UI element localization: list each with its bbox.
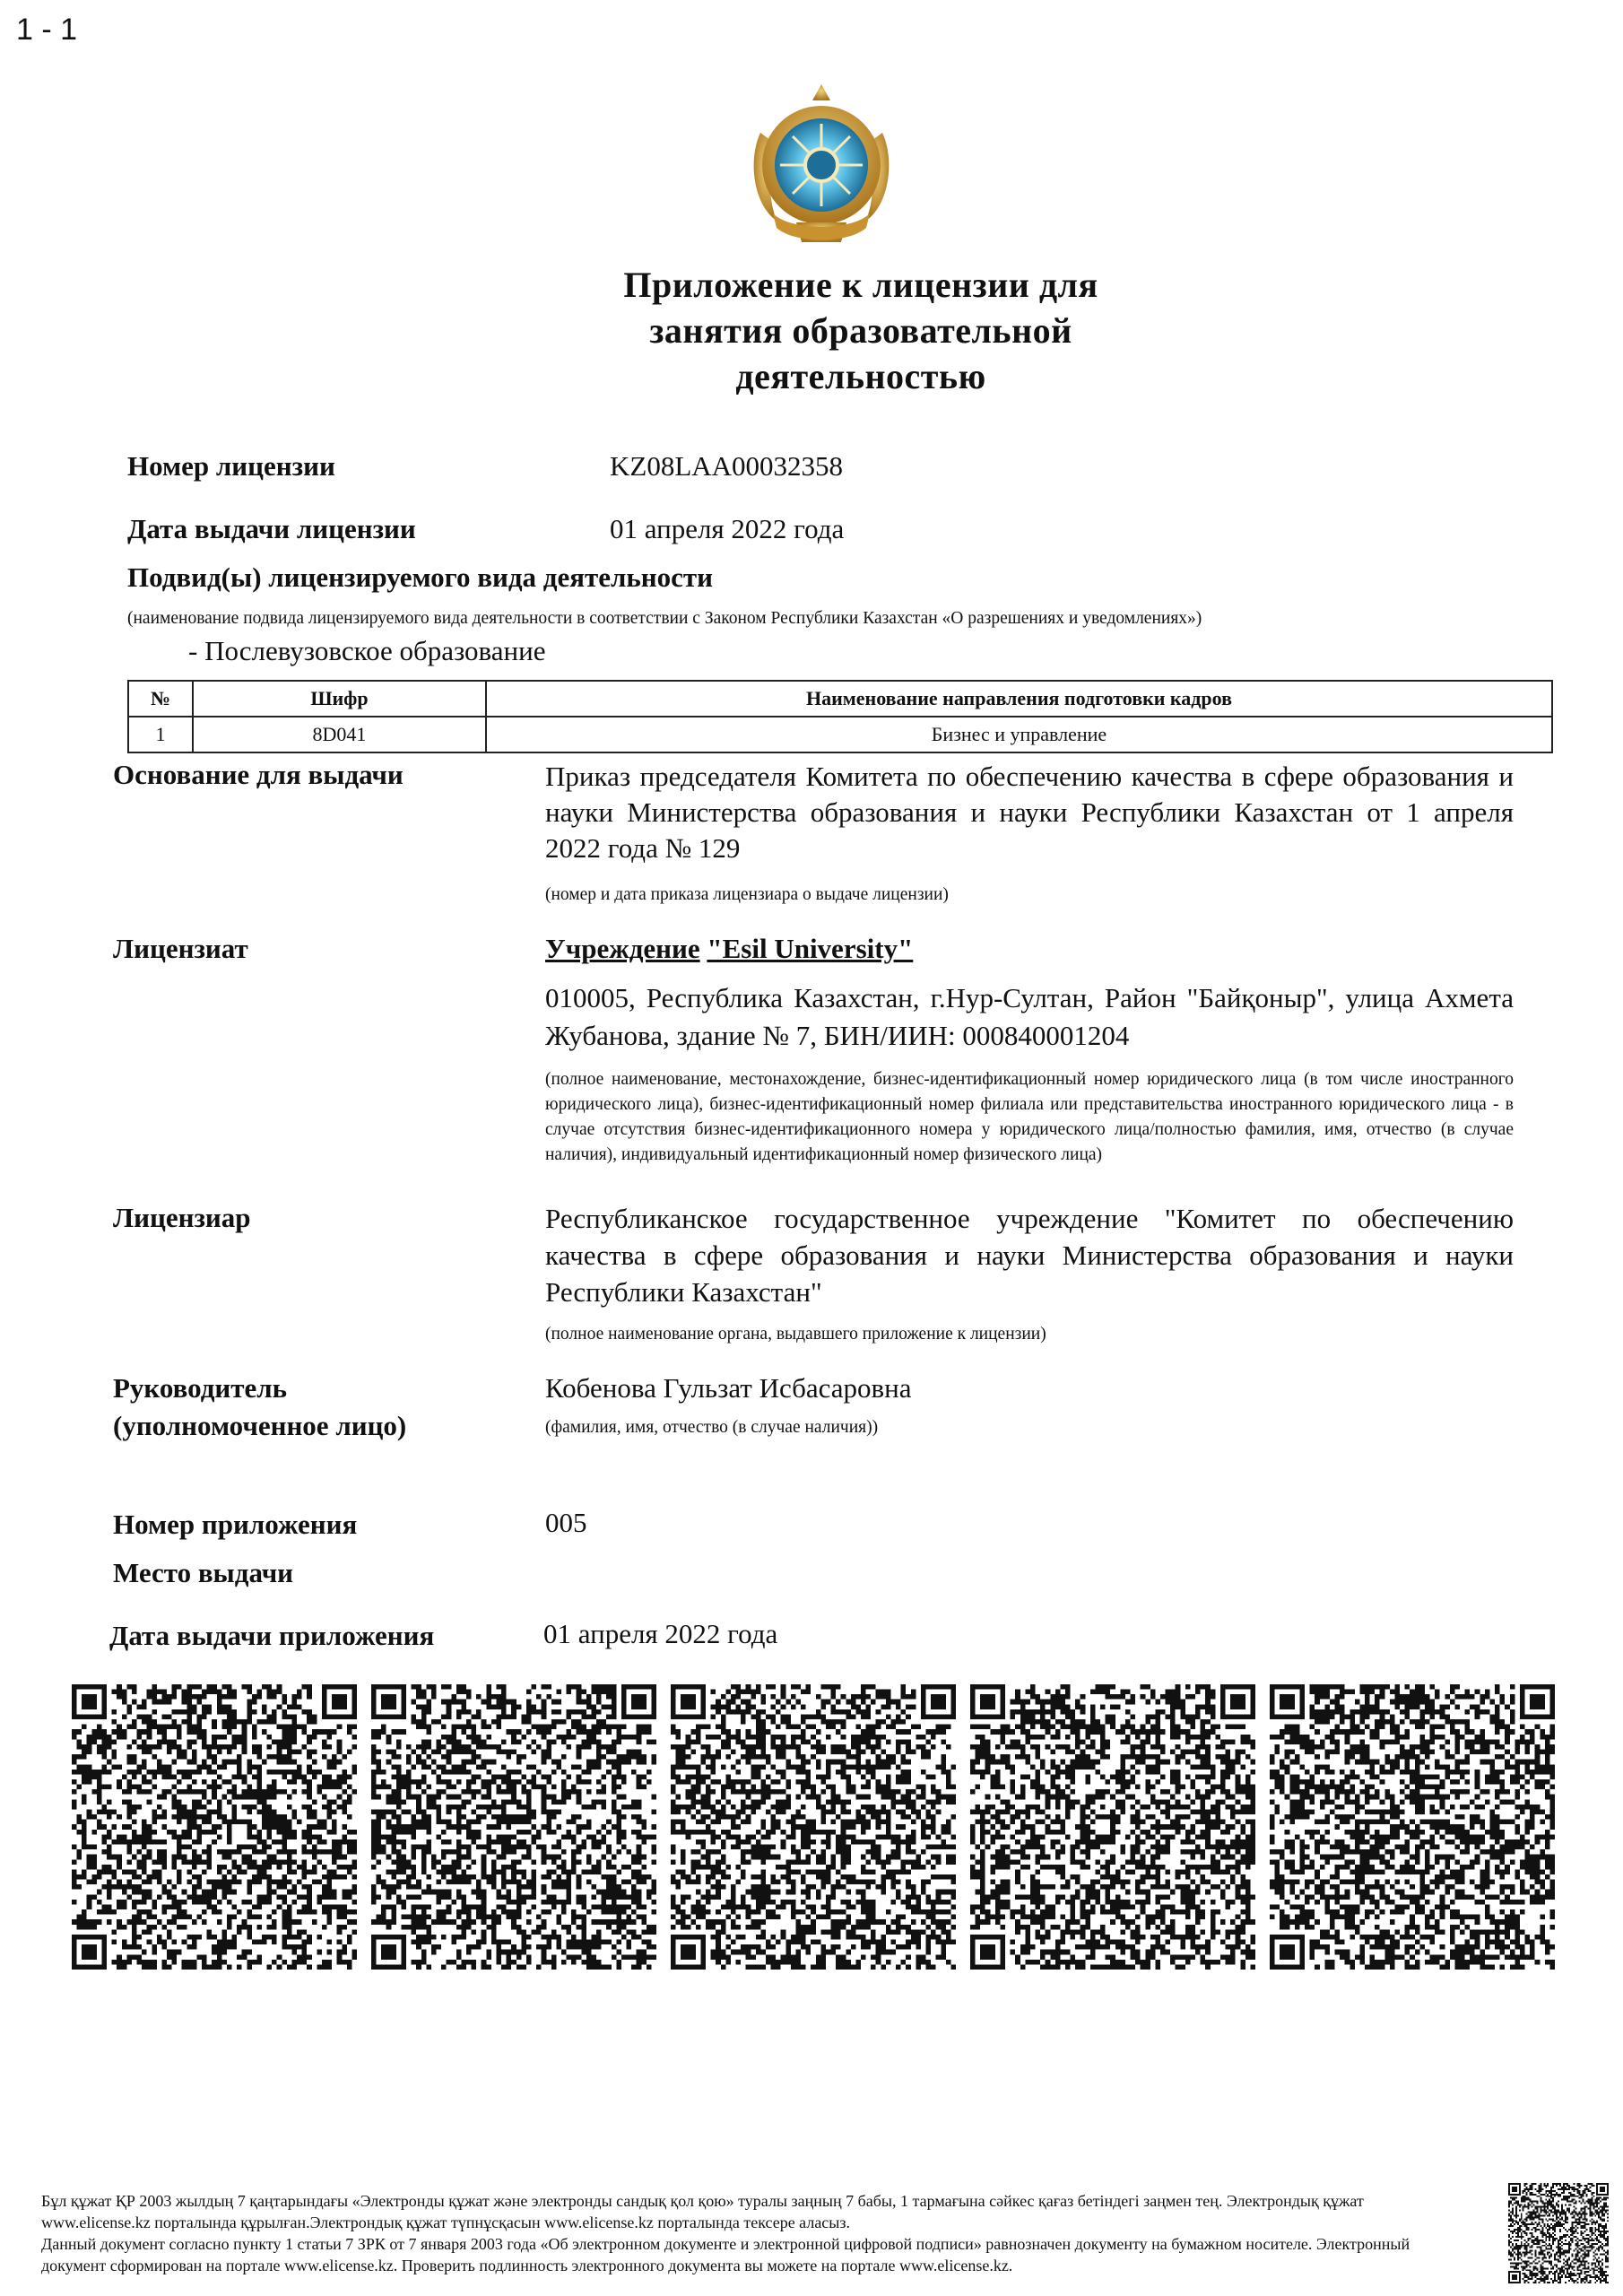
title-line: занятия образовательной	[649, 310, 1072, 351]
license-number-value: KZ08LAA00032358	[610, 450, 844, 482]
head-label: Руководитель	[113, 1372, 288, 1404]
qr-code-icon	[970, 1684, 1255, 1970]
table-row	[128, 717, 1552, 752]
appendix-date-value: 01 апреля 2022 года	[543, 1618, 778, 1649]
licensee-name-prefix: Учреждение	[545, 933, 700, 964]
training-directions-table	[127, 680, 1553, 753]
qr-code-icon	[72, 1684, 357, 1970]
license-date-value: 01 апреля 2022 года	[610, 513, 845, 544]
basis-value: Приказ председателя Комитета по обеспечению качества в сфере образования и науки Министерства образования и науки Республики Казахстан от 1 апреля 2022 года № 129	[545, 761, 1514, 864]
appendix-date-label: Дата выдачи приложения	[109, 1620, 435, 1651]
license-number-label: Номер лицензии	[127, 450, 335, 482]
qr-code-icon	[371, 1684, 656, 1970]
qr-code-icon	[1270, 1684, 1555, 1970]
licensee-label: Лицензиат	[113, 933, 248, 964]
head-note: (фамилия, имя, отчество (в случае наличия))	[545, 1418, 879, 1437]
licensor-note: (полное наименование органа, выдавшего приложение к лицензии)	[545, 1325, 1046, 1344]
licensee-note: (полное наименование, местонахождение, бизнес-идентификационный номер юридического лица (в том числе иностранного юридического лица), бизнес-идентификационный номер филиала или представительства иностранного юридического лица - в случае отсутствия бизнес-идентификационного номера у юридического лица/полностью фамилия, имя, отчество (в случае наличия), индивидуальный идентификационный номер физического лица)	[545, 1070, 1514, 1164]
subtype-note: (наименование подвида лицензируемого вида деятельности в соответствии с Законом Республики Казахстан «О разрешениях и уведомлениях»)	[127, 609, 1202, 628]
table-header-row	[128, 681, 1552, 717]
table-header: №	[128, 681, 193, 717]
title-line: Приложение к лицензии для	[623, 265, 1098, 305]
appendix-number-value: 005	[545, 1507, 587, 1538]
table-header: Наименование направления подготовки кадров	[486, 681, 1552, 717]
licensee-address: 010005, Республика Казахстан, г.Нур-Султан, Район "Байқоныр", улица Ахмета Жубанова, здание № 7, БИН/ИИН: 000840001204	[545, 982, 1514, 1051]
subtype-label: Подвид(ы) лицензируемого вида деятельности	[127, 561, 713, 593]
basis-label: Основание для выдачи	[113, 759, 404, 790]
table-cell: 1	[128, 717, 193, 752]
table-cell: Бизнес и управление	[486, 717, 1552, 752]
place-label: Место выдачи	[113, 1557, 294, 1588]
table-cell: 8D041	[193, 717, 486, 752]
footer-text-ru: Данный документ согласно пункту 1 статьи 7 ЗРК от 7 января 2003 года «Об электронном документе и электронной цифровой подписи» равнозначен документу на бумажном носителе. Электронный документ сформирован на портале www.elicense.kz. Проверить подлинность электронного документа вы можете на портале www.elicense.kz.	[41, 2235, 1410, 2274]
title-line: деятельностью	[735, 356, 986, 396]
kazakhstan-state-emblem-icon	[741, 79, 902, 255]
head-value: Кобенова Гульзат Исбасаровна	[545, 1372, 912, 1404]
page-number: 1 - 1	[16, 13, 78, 47]
appendix-number-label: Номер приложения	[113, 1509, 358, 1540]
table-header: Шифр	[193, 681, 486, 717]
basis-note: (номер и дата приказа лицензиара о выдаче лицензии)	[545, 885, 949, 904]
licensor-label: Лицензиар	[113, 1202, 251, 1233]
qr-code-icon	[671, 1684, 956, 1970]
head-label-sub: (уполномоченное лицо)	[113, 1410, 407, 1441]
licensor-value: Республиканское государственное учреждение "Комитет по обеспечению качества в сфере образования и науки Министерства образования и науки Республики Казахстан"	[545, 1203, 1514, 1308]
licensee-name-main: "Esil University"	[707, 933, 914, 964]
footer-disclaimer	[41, 2190, 1467, 2276]
qr-code-small-icon	[1508, 2183, 1609, 2283]
license-date-label: Дата выдачи лицензии	[127, 513, 416, 544]
footer-text-kz: Бұл құжат ҚР 2003 жылдың 7 қаңтарындағы «Электронды құжат және электронды сандық қол қою» туралы заңның 7 бабы, 1 тармағына сәйкес қағаз бетіндегі заңмен тең. Электрондық құжат www.elicense.kz порталында құрылған.Электрондық құжат түпнұсқасын www.elicense.kz порталында тексере аласыз.	[41, 2192, 1364, 2231]
document-title	[448, 262, 1273, 399]
subtype-value: - Послевузовское образование	[188, 635, 546, 666]
licensee-name	[545, 933, 913, 965]
